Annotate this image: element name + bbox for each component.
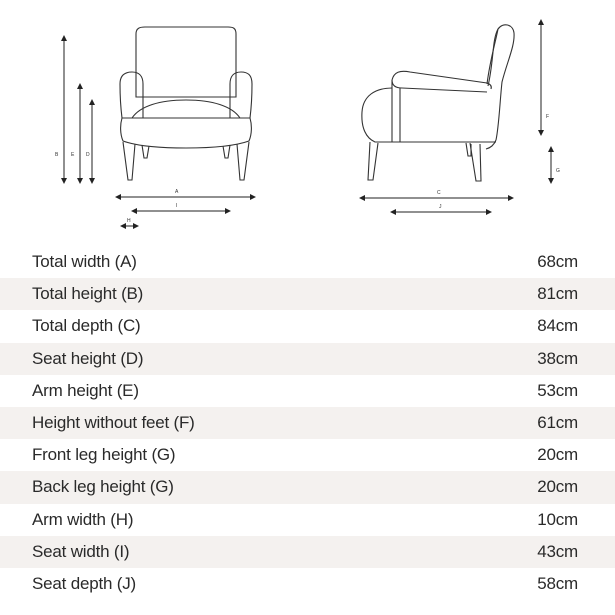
spec-value: 20cm (537, 477, 578, 497)
spec-label: Seat height (D) (32, 348, 144, 368)
spec-row-height-without-feet (0, 407, 615, 439)
dimension-drawing (0, 0, 615, 245)
dim-label-a: A (175, 189, 179, 195)
dim-label-e: E (71, 152, 75, 158)
armchair-dimension-diagram (0, 0, 615, 245)
spec-row-seat-depth (0, 568, 615, 600)
spec-row-seat-width (0, 536, 615, 568)
spec-row-total-height (0, 278, 615, 310)
spec-label: Front leg height (G) (32, 445, 176, 465)
side-dimension-labels (437, 114, 560, 210)
spec-row-arm-width (0, 504, 615, 536)
dim-label-d: D (86, 152, 90, 158)
side-view-chair (362, 25, 514, 181)
spec-row-total-width (0, 246, 615, 278)
spec-label: Arm width (H) (32, 509, 134, 529)
dim-label-i: I (176, 203, 178, 209)
spec-value: 53cm (537, 380, 578, 400)
dim-label-f: F (546, 114, 550, 120)
spec-value: 43cm (537, 541, 578, 561)
spec-value: 38cm (537, 348, 578, 368)
spec-row-back-leg-height (0, 471, 615, 503)
spec-value: 68cm (537, 252, 578, 272)
spec-label: Total height (B) (32, 284, 144, 304)
spec-label: Seat width (I) (32, 541, 130, 561)
dim-label-g: G (556, 168, 560, 174)
front-dimension-lines (64, 36, 255, 226)
spec-label: Back leg height (G) (32, 477, 174, 497)
spec-label: Seat depth (J) (32, 573, 136, 593)
spec-row-front-leg-height (0, 439, 615, 471)
spec-label: Total width (A) (32, 252, 137, 272)
spec-label: Arm height (E) (32, 380, 139, 400)
dim-label-h: H (127, 218, 131, 224)
spec-row-arm-height (0, 375, 615, 407)
front-view-chair (120, 27, 252, 180)
dimension-spec-table (0, 246, 615, 600)
spec-value: 58cm (537, 573, 578, 593)
spec-value: 10cm (537, 509, 578, 529)
spec-value: 20cm (537, 445, 578, 465)
spec-row-total-depth (0, 310, 615, 342)
dim-label-j: J (439, 204, 442, 210)
spec-value: 61cm (537, 413, 578, 433)
spec-value: 81cm (537, 284, 578, 304)
front-dimension-labels (55, 152, 179, 224)
spec-value: 84cm (537, 316, 578, 336)
spec-label: Total depth (C) (32, 316, 141, 336)
dim-label-b: B (55, 152, 59, 158)
side-dimension-lines (360, 20, 551, 212)
spec-label: Height without feet (F) (32, 413, 195, 433)
dim-label-c: C (437, 190, 441, 196)
spec-row-seat-height (0, 343, 615, 375)
